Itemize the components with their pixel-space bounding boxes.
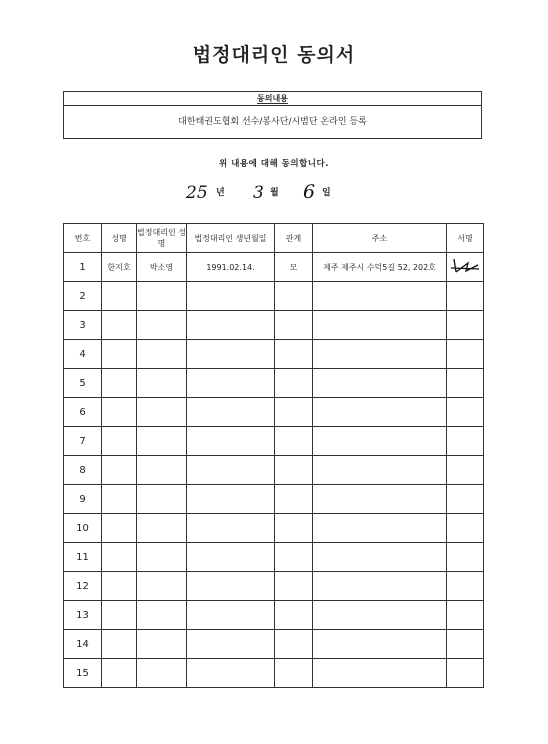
table-row — [64, 572, 484, 601]
guardian-name-cell — [137, 456, 187, 485]
guardian-name-cell: 박소영 — [137, 253, 187, 282]
header-name: 성명 — [102, 224, 137, 253]
student-name-cell — [102, 369, 137, 398]
address-cell — [313, 398, 447, 427]
row-number-cell: 10 — [64, 514, 102, 543]
student-name-cell — [102, 340, 137, 369]
guardian-name-cell — [137, 340, 187, 369]
guardian-name-cell — [137, 630, 187, 659]
signature-cell — [447, 253, 484, 282]
table-row — [64, 514, 484, 543]
guardian-name-cell — [137, 398, 187, 427]
guardian-name-cell — [137, 427, 187, 456]
header-number: 번호 — [64, 224, 102, 253]
student-name-cell — [102, 427, 137, 456]
consent-content-box — [63, 91, 482, 139]
guardian-name-cell — [137, 601, 187, 630]
guardian-name-cell — [137, 311, 187, 340]
table-header-row — [64, 224, 484, 253]
table-row — [64, 427, 484, 456]
guardian-birthdate-cell — [187, 485, 275, 514]
relation-cell — [275, 340, 313, 369]
consent-box-content: 대한태권도협회 선수/봉사단/시범단 온라인 등록 — [178, 117, 367, 127]
row-number-cell: 11 — [64, 543, 102, 572]
relation-cell — [275, 659, 313, 688]
guardian-birthdate-cell — [187, 282, 275, 311]
row-number-cell: 13 — [64, 601, 102, 630]
guardian-name-cell — [137, 543, 187, 572]
header-signature: 서명 — [447, 224, 484, 253]
table-row — [64, 659, 484, 688]
relation-cell — [275, 630, 313, 659]
address-cell — [313, 427, 447, 456]
guardian-birthdate-cell — [187, 398, 275, 427]
row-number-cell: 1 — [64, 253, 102, 282]
address-cell — [313, 572, 447, 601]
relation-cell — [275, 427, 313, 456]
relation-cell — [275, 369, 313, 398]
document-title: 법정대리인 동의서 — [192, 44, 356, 66]
consent-box-header-label: 동의내용 — [257, 94, 288, 103]
student-name-cell: 한지호 — [102, 253, 137, 282]
consent-box-header — [64, 92, 481, 106]
student-name-cell — [102, 485, 137, 514]
address-cell — [313, 282, 447, 311]
address-cell — [313, 456, 447, 485]
table-row — [64, 601, 484, 630]
address-cell — [313, 659, 447, 688]
relation-cell — [275, 601, 313, 630]
signature-cell — [447, 485, 484, 514]
signature-cell — [447, 282, 484, 311]
header-guardian-name: 법정대리인 성명 — [137, 224, 187, 253]
guardian-birthdate-cell — [187, 311, 275, 340]
row-number-cell: 2 — [64, 282, 102, 311]
student-name-cell — [102, 630, 137, 659]
guardian-birthdate-cell — [187, 369, 275, 398]
signature-cell — [447, 630, 484, 659]
guardian-birthdate-cell — [187, 630, 275, 659]
table-row — [64, 340, 484, 369]
date-year-label: 년 — [216, 188, 225, 198]
guardian-birthdate-cell: 1991.02.14. — [187, 253, 275, 282]
table-row — [64, 282, 484, 311]
guardian-birthdate-cell — [187, 427, 275, 456]
guardian-name-cell — [137, 369, 187, 398]
table-row — [64, 369, 484, 398]
student-name-cell — [102, 659, 137, 688]
date-day-label: 일 — [322, 188, 331, 198]
student-name-cell — [102, 456, 137, 485]
relation-cell — [275, 398, 313, 427]
guardian-birthdate-cell — [187, 659, 275, 688]
signature-cell — [447, 398, 484, 427]
relation-cell: 모 — [275, 253, 313, 282]
relation-cell — [275, 311, 313, 340]
address-cell — [313, 601, 447, 630]
date-month-label: 월 — [270, 188, 279, 198]
row-number-cell: 9 — [64, 485, 102, 514]
signature-cell — [447, 369, 484, 398]
guardian-birthdate-cell — [187, 514, 275, 543]
agreement-statement: 위 내용에 대해 동의합니다. — [219, 159, 329, 169]
address-cell: 제주 제주시 수덕5길 52, 202호 — [313, 253, 447, 282]
handwritten-signature — [448, 255, 482, 277]
row-number-cell: 8 — [64, 456, 102, 485]
row-number-cell: 15 — [64, 659, 102, 688]
guardian-name-cell — [137, 282, 187, 311]
date-year-handwritten: 25 — [186, 183, 208, 203]
guardian-name-cell — [137, 572, 187, 601]
signature-cell — [447, 659, 484, 688]
relation-cell — [275, 456, 313, 485]
address-cell — [313, 340, 447, 369]
row-number-cell: 7 — [64, 427, 102, 456]
row-number-cell: 4 — [64, 340, 102, 369]
guardian-table — [63, 223, 484, 688]
student-name-cell — [102, 543, 137, 572]
date-month-handwritten: 3 — [253, 183, 264, 203]
guardian-birthdate-cell — [187, 456, 275, 485]
guardian-birthdate-cell — [187, 572, 275, 601]
student-name-cell — [102, 601, 137, 630]
address-cell — [313, 485, 447, 514]
row-number-cell: 3 — [64, 311, 102, 340]
row-number-cell: 5 — [64, 369, 102, 398]
table-row — [64, 630, 484, 659]
date-day-handwritten: 6 — [303, 181, 316, 203]
relation-cell — [275, 485, 313, 514]
row-number-cell: 14 — [64, 630, 102, 659]
signature-cell — [447, 456, 484, 485]
guardian-name-cell — [137, 485, 187, 514]
address-cell — [313, 514, 447, 543]
signature-cell — [447, 340, 484, 369]
signature-cell — [447, 572, 484, 601]
student-name-cell — [102, 514, 137, 543]
student-name-cell — [102, 398, 137, 427]
relation-cell — [275, 282, 313, 311]
relation-cell — [275, 514, 313, 543]
guardian-name-cell — [137, 659, 187, 688]
relation-cell — [275, 572, 313, 601]
table-row — [64, 456, 484, 485]
guardian-birthdate-cell — [187, 340, 275, 369]
address-cell — [313, 630, 447, 659]
header-guardian-birthdate: 법정대리인 생년월일 — [187, 224, 275, 253]
guardian-birthdate-cell — [187, 543, 275, 572]
signature-cell — [447, 514, 484, 543]
address-cell — [313, 543, 447, 572]
table-row — [64, 311, 484, 340]
table-row — [64, 398, 484, 427]
relation-cell — [275, 543, 313, 572]
header-relation: 관계 — [275, 224, 313, 253]
row-number-cell: 12 — [64, 572, 102, 601]
header-address: 주소 — [313, 224, 447, 253]
signature-cell — [447, 543, 484, 572]
table-row — [64, 543, 484, 572]
address-cell — [313, 311, 447, 340]
address-cell — [313, 369, 447, 398]
signature-cell — [447, 427, 484, 456]
table-row — [64, 485, 484, 514]
signature-cell — [447, 311, 484, 340]
guardian-name-cell — [137, 514, 187, 543]
student-name-cell — [102, 282, 137, 311]
table-row — [64, 253, 484, 282]
signature-cell — [447, 601, 484, 630]
row-number-cell: 6 — [64, 398, 102, 427]
student-name-cell — [102, 311, 137, 340]
student-name-cell — [102, 572, 137, 601]
guardian-birthdate-cell — [187, 601, 275, 630]
